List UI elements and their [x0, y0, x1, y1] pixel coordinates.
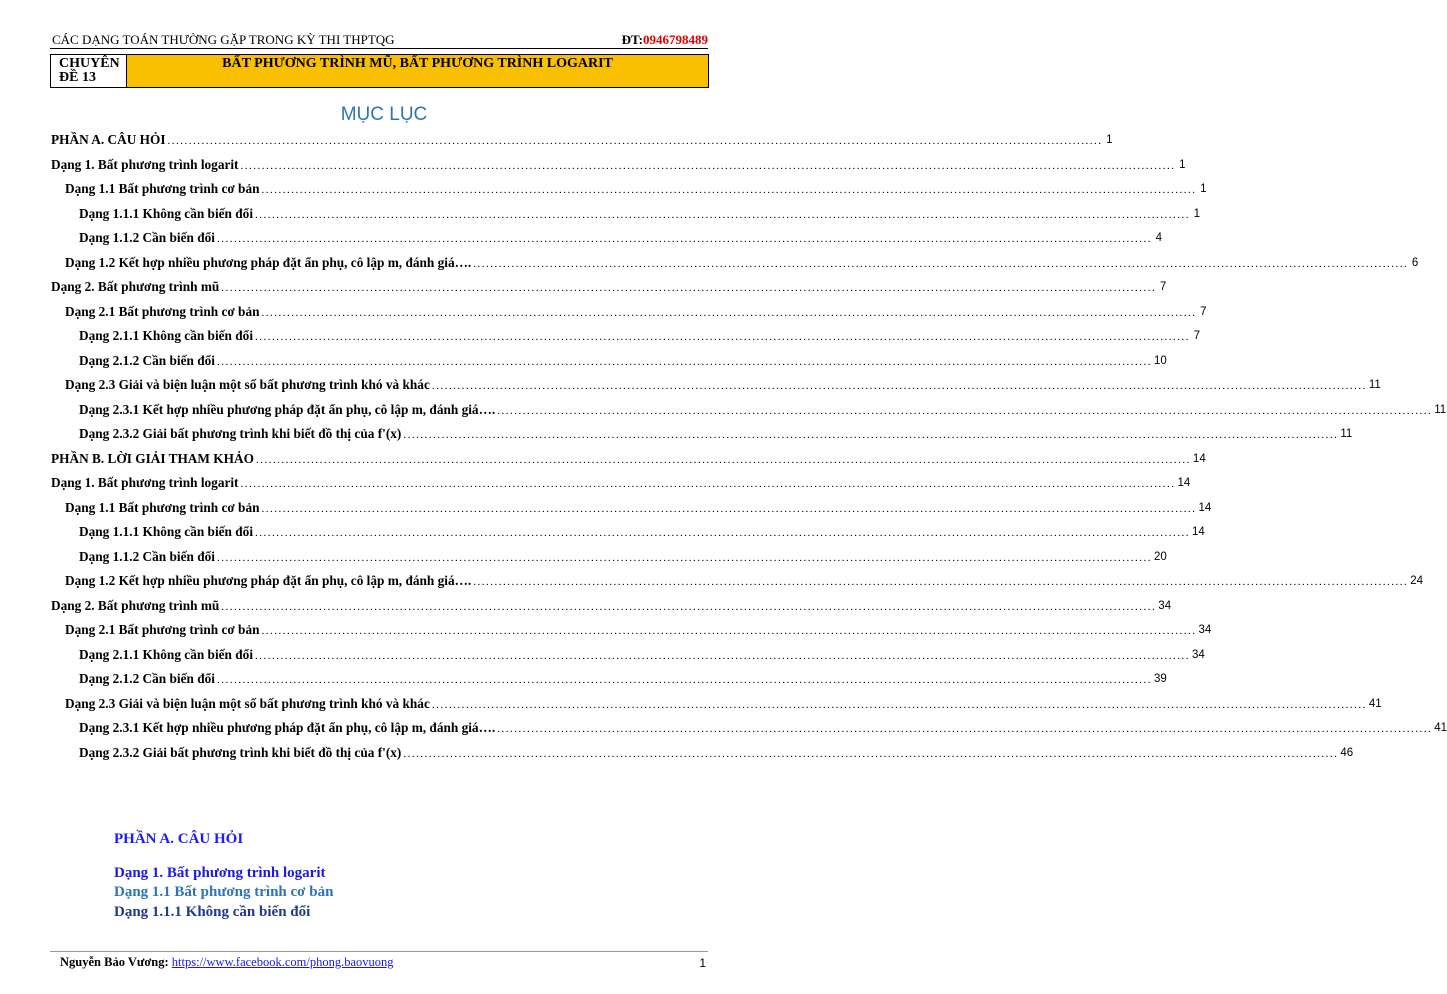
toc-leader-dots: ............................................................................................................................................................................................................................ [216, 355, 1152, 368]
topic-label [51, 55, 127, 87]
toc-entry-page: 20 [1153, 550, 1167, 563]
toc-leader-dots: ............................................................................................................................................................................................................................ [216, 233, 1152, 246]
toc-leader-dots: ............................................................................................................................................................................................................................ [261, 625, 1197, 638]
toc-leader-dots: ............................................................................................................................................................................................................................ [240, 478, 1176, 491]
toc-entry-page: 11 [1340, 428, 1353, 441]
toc-entry[interactable] [50, 520, 1205, 545]
topic-title: BẤT PHƯƠNG TRÌNH MŨ, BẤT PHƯƠNG TRÌNH LOGARIT [127, 55, 708, 87]
toc-entry[interactable] [50, 447, 1206, 472]
toc-entry-label: Dạng 2.3 Giải và biện luận một số bất phương trình khó và khác [65, 695, 430, 711]
toc-leader-dots: ............................................................................................................................................................................................................................ [221, 600, 1157, 613]
toc-entry[interactable] [50, 569, 1424, 594]
toc-entry-page: 11 [1434, 403, 1447, 416]
toc-entry-page: 6 [1411, 256, 1419, 269]
toc-leader-dots: ............................................................................................................................................................................................................................ [497, 404, 1433, 417]
toc-leader-dots: ............................................................................................................................................................................................................................ [431, 698, 1367, 711]
toc-leader-dots: ............................................................................................................................................................................................................................ [431, 380, 1367, 393]
toc-entry-page: 46 [1340, 746, 1354, 759]
toc-entry-page: 41 [1434, 722, 1447, 735]
toc-entry-label: Dạng 1.1.1 Không cần biến đổi [79, 524, 254, 540]
toc-entry-page: 1 [1106, 134, 1113, 147]
toc-entry-label: PHẦN B. LỜI GIẢI THAM KHẢO [51, 450, 254, 466]
toc-entry-label: Dạng 1.1.2 Cần biến đổi [79, 230, 215, 246]
dang-1-heading: Dạng 1. Bất phương trình logarit [114, 865, 326, 881]
toc-entry-page: 34 [1198, 624, 1212, 637]
topic-label-line2: ĐỀ 13 [59, 70, 96, 85]
toc-leader-dots: ............................................................................................................................................................................................................................ [240, 159, 1176, 172]
toc-entry[interactable] [50, 545, 1167, 570]
toc-entry-label: Dạng 2.1.1 Không cần biến đổi [79, 328, 254, 344]
toc-entry-page: 34 [1158, 599, 1172, 612]
toc-entry-page: 11 [1368, 379, 1381, 392]
toc-entry[interactable] [50, 202, 1201, 227]
toc-leader-dots: ............................................................................................................................................................................................................................ [255, 331, 1191, 344]
toc-leader-dots: ............................................................................................................................................................................................................................ [167, 135, 1103, 148]
toc-entry-label: Dạng 2.1.2 Cần biến đổi [79, 671, 215, 687]
toc-leader-dots: ............................................................................................................................................................................................................................ [216, 674, 1152, 687]
toc-entry[interactable] [50, 153, 1186, 178]
toc-entry[interactable] [50, 300, 1207, 325]
toc-entry[interactable] [50, 422, 1353, 447]
toc-entry[interactable] [50, 471, 1191, 496]
toc-entry[interactable] [50, 226, 1162, 251]
toc-leader-dots: ............................................................................................................................................................................................................................ [221, 282, 1157, 295]
phone-number: 0946798489 [643, 32, 708, 47]
toc-leader-dots: ............................................................................................................................................................................................................................ [255, 649, 1191, 662]
toc-entry-label: Dạng 2.3.1 Kết hợp nhiều phương pháp đặt ẩn phụ, cô lập m, đánh giá…. [79, 720, 496, 736]
footer-credit [60, 955, 394, 970]
table-of-contents [50, 128, 1447, 765]
toc-entry-label: Dạng 2.1 Bất phương trình cơ bản [65, 622, 260, 638]
dang-1-1-heading: Dạng 1.1 Bất phương trình cơ bản [114, 884, 334, 900]
toc-entry-label: Dạng 1. Bất phương trình logarit [51, 156, 239, 172]
toc-entry-label: Dạng 2.1.1 Không cần biến đổi [79, 646, 254, 662]
facebook-link[interactable]: https://www.facebook.com/phong.baovuong [171, 955, 394, 969]
toc-entry[interactable] [50, 594, 1172, 619]
toc-leader-dots: ............................................................................................................................................................................................................................ [261, 502, 1197, 515]
toc-leader-dots: ............................................................................................................................................................................................................................ [473, 576, 1409, 589]
page-footer [50, 951, 708, 970]
toc-entry-page: 14 [1192, 452, 1206, 465]
footer-author: Nguyễn Bảo Vương [60, 955, 165, 969]
toc-entry-label: Dạng 1.1 Bất phương trình cơ bản [65, 181, 260, 197]
toc-leader-dots: ............................................................................................................................................................................................................................ [403, 429, 1339, 442]
toc-entry-page: 14 [1177, 477, 1191, 490]
toc-entry[interactable] [50, 643, 1205, 668]
toc-entry-label: Dạng 2.1.2 Cần biến đổi [79, 352, 215, 368]
toc-entry-label: PHẦN A. CÂU HỎI [51, 132, 166, 148]
toc-entry-label: Dạng 2.3.1 Kết hợp nhiều phương pháp đặt ẩn phụ, cô lập m, đánh giá…. [79, 401, 496, 417]
toc-entry[interactable] [50, 128, 1113, 153]
toc-entry[interactable] [50, 398, 1447, 423]
toc-leader-dots: ............................................................................................................................................................................................................................ [497, 723, 1433, 736]
toc-entry-label: Dạng 2.3.2 Giải bất phương trình khi biết đồ thị của f'(x) [79, 426, 402, 442]
toc-entry-page: 14 [1198, 501, 1212, 514]
toc-entry-label: Dạng 1.1.2 Cần biến đổi [79, 548, 215, 564]
toc-entry[interactable] [50, 251, 1419, 276]
toc-entry-page: 7 [1159, 281, 1167, 294]
toc-entry-page: 39 [1153, 673, 1167, 686]
toc-entry-page: 14 [1192, 526, 1205, 539]
toc-entry-label: Dạng 1. Bất phương trình logarit [51, 475, 239, 491]
toc-entry-page: 41 [1368, 697, 1382, 710]
toc-entry[interactable] [50, 275, 1167, 300]
section-a-heading: PHẦN A. CÂU HỎI [114, 831, 244, 847]
toc-entry-page: 10 [1153, 354, 1167, 367]
toc-entry-page: 4 [1155, 232, 1162, 245]
toc-entry-page: 7 [1193, 330, 1201, 343]
toc-leader-dots: ............................................................................................................................................................................................................................ [255, 208, 1191, 221]
toc-entry-page: 24 [1410, 575, 1424, 588]
toc-entry[interactable] [50, 618, 1212, 643]
toc-entry[interactable] [50, 373, 1381, 398]
toc-entry[interactable] [50, 741, 1354, 766]
toc-entry-page: 7 [1200, 305, 1207, 318]
toc-entry[interactable] [50, 667, 1167, 692]
page-header [50, 30, 708, 49]
toc-entry-label: Dạng 2.3.2 Giải bất phương trình khi biết đồ thị của f'(x) [79, 744, 402, 760]
toc-entry[interactable] [50, 496, 1212, 521]
toc-entry[interactable] [50, 349, 1167, 374]
footer-page-number: 1 [699, 956, 706, 970]
toc-leader-dots: ............................................................................................................................................................................................................................ [255, 453, 1191, 466]
toc-entry[interactable] [50, 177, 1207, 202]
toc-entry[interactable] [50, 692, 1382, 717]
toc-entry[interactable] [50, 324, 1201, 349]
toc-entry-label: Dạng 1.1.1 Không cần biến đổi [79, 205, 254, 221]
toc-entry-page: 1 [1193, 207, 1201, 220]
toc-entry-label: Dạng 2.3 Giải và biện luận một số bất phương trình khó và khác [65, 377, 430, 393]
toc-heading: MỤC LỤC [340, 104, 428, 125]
toc-entry-page: 34 [1192, 648, 1205, 661]
footer-separator: : [164, 955, 172, 969]
toc-leader-dots: ............................................................................................................................................................................................................................ [261, 184, 1197, 197]
header-title: CÁC DẠNG TOÁN THƯỜNG GẶP TRONG KỲ THI THPTQG [52, 32, 395, 47]
topic-label-line1: CHUYÊN [59, 56, 120, 71]
toc-entry-label: Dạng 2. Bất phương trình mũ [51, 597, 220, 613]
toc-entry-label: Dạng 1.2 Kết hợp nhiều phương pháp đặt ẩn phụ, cô lập m, đánh giá…. [65, 573, 472, 589]
toc-leader-dots: ............................................................................................................................................................................................................................ [216, 551, 1152, 564]
toc-entry-label: Dạng 2. Bất phương trình mũ [51, 279, 220, 295]
topic-banner [50, 54, 709, 88]
toc-leader-dots: ............................................................................................................................................................................................................................ [403, 747, 1339, 760]
toc-entry-label: Dạng 2.1 Bất phương trình cơ bản [65, 303, 260, 319]
toc-entry-page: 1 [1179, 158, 1186, 171]
toc-leader-dots: ............................................................................................................................................................................................................................ [261, 306, 1197, 319]
toc-entry-label: Dạng 1.2 Kết hợp nhiều phương pháp đặt ẩn phụ, cô lập m, đánh giá…. [65, 254, 472, 270]
phone-label: ĐT: [621, 32, 643, 47]
toc-leader-dots: ............................................................................................................................................................................................................................ [255, 527, 1191, 540]
dang-1-1-1-heading: Dạng 1.1.1 Không cần biến đổi [114, 904, 311, 920]
toc-entry-page: 1 [1200, 183, 1207, 196]
toc-entry[interactable] [50, 716, 1447, 741]
toc-leader-dots: ............................................................................................................................................................................................................................ [473, 257, 1409, 270]
header-contact [622, 32, 708, 48]
toc-entry-label: Dạng 1.1 Bất phương trình cơ bản [65, 499, 260, 515]
